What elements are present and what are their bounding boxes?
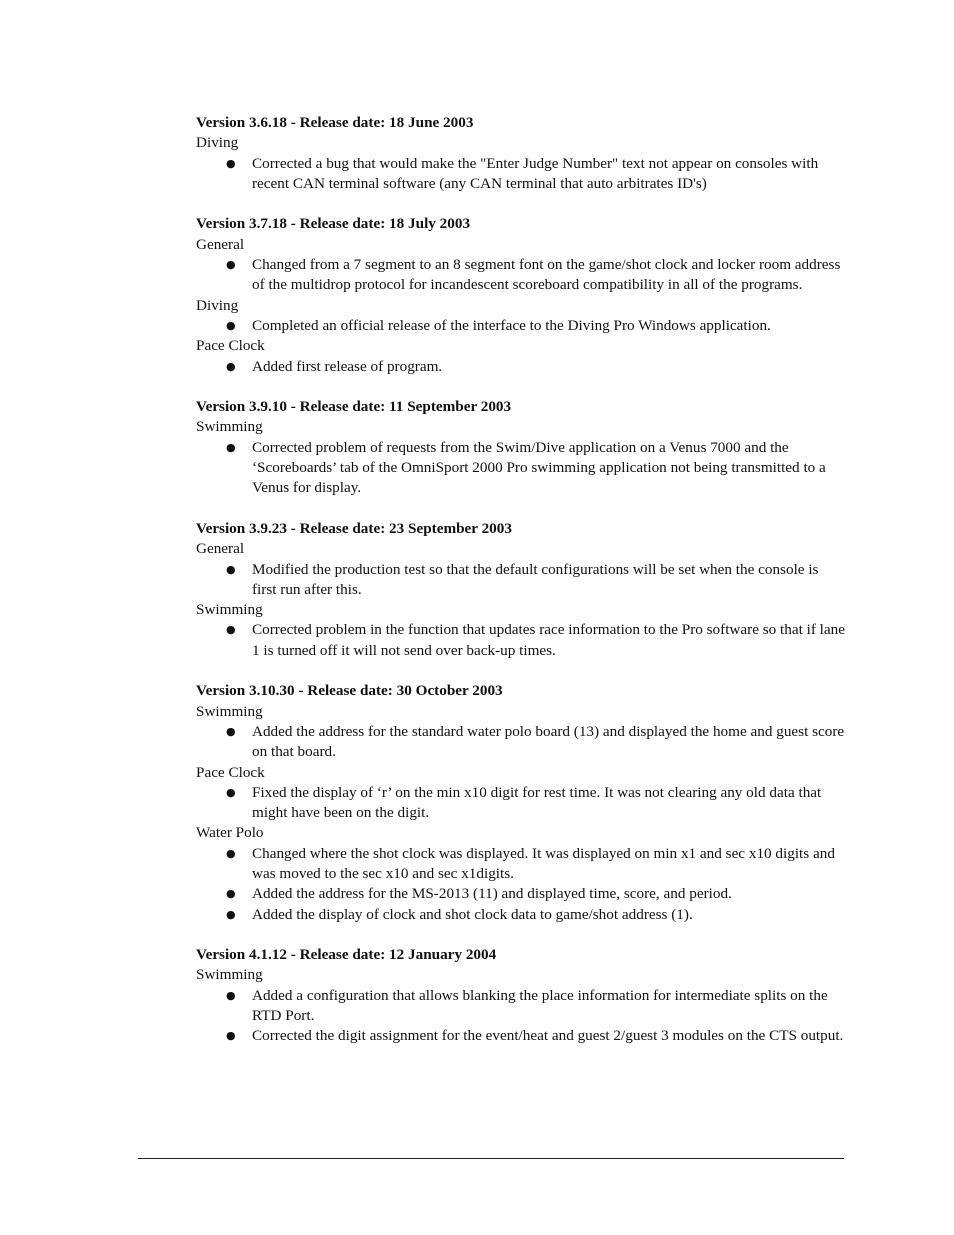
bullet-icon: ●	[226, 359, 236, 373]
change-list	[196, 560, 846, 601]
section-label: Diving	[196, 134, 239, 152]
section-label: General	[196, 540, 245, 558]
change-item-text: Changed from a 7 segment to an 8 segment font on the game/shot clock and locker room address of the multidrop protocol for incandescent scoreboard compatibility in all of the programs.	[252, 256, 841, 294]
version-heading: Version 4.1.12 - Release date: 12 January 2004	[196, 946, 497, 964]
change-item-text: Added the address for the standard water polo board (13) and displayed the home and guest score on that board.	[252, 722, 845, 761]
section-label: Swimming	[196, 601, 263, 619]
version-heading: Version 3.10.30 - Release date: 30 October 2003	[196, 682, 503, 700]
change-item-text: Corrected problem in the function that updates race information to the Pro software so that if lane 1 is turned off it will not send over back-up times.	[252, 621, 845, 659]
change-item	[196, 986, 846, 1027]
section-label: Swimming	[196, 418, 263, 436]
change-item-text: Corrected the digit assignment for the event/heat and guest 2/guest 3 modules on the CTS output.	[252, 1027, 844, 1045]
section-label: Swimming	[196, 702, 263, 720]
change-list	[196, 783, 846, 824]
bullet-icon: ●	[226, 258, 236, 272]
bullet-icon: ●	[226, 724, 236, 738]
version-heading: Version 3.9.23 - Release date: 23 September 2003	[196, 519, 512, 537]
change-list	[196, 844, 846, 925]
change-list	[196, 986, 846, 1047]
change-item	[196, 438, 846, 499]
change-item	[196, 357, 846, 377]
bullet-icon: ●	[226, 562, 236, 576]
change-item	[196, 316, 846, 336]
change-item-text: Completed an official release of the interface to the Diving Pro Windows application.	[252, 316, 771, 334]
change-item	[196, 783, 846, 824]
change-item	[196, 1026, 846, 1046]
change-list	[196, 620, 846, 661]
section-label: Pace Clock	[196, 337, 265, 355]
change-item	[196, 560, 846, 601]
release-notes	[196, 113, 846, 1067]
release-block	[196, 113, 846, 194]
change-item-text: Corrected a bug that would make the "Enter Judge Number" text not appear on consoles with recent CAN terminal software (any CAN terminal that auto arbitrates ID's)	[252, 154, 819, 192]
bullet-icon: ●	[226, 988, 236, 1002]
release-block	[196, 519, 846, 661]
bullet-icon: ●	[226, 440, 236, 454]
section-label: Water Polo	[196, 824, 264, 842]
change-item-text: Modified the production test so that the default configurations will be set when the console is first run after this.	[252, 560, 819, 598]
version-heading: Version 3.9.10 - Release date: 11 September 2003	[196, 398, 512, 416]
bullet-icon: ●	[226, 907, 236, 921]
change-list	[196, 154, 846, 195]
version-heading: Version 3.6.18 - Release date: 18 June 2003	[196, 114, 474, 131]
release-block	[196, 945, 846, 1046]
change-item	[196, 620, 846, 661]
bullet-icon: ●	[226, 846, 236, 860]
change-item	[196, 884, 846, 904]
change-item	[196, 905, 846, 925]
bullet-icon: ●	[226, 1029, 236, 1043]
bullet-icon: ●	[226, 887, 236, 901]
change-list	[196, 255, 846, 296]
change-item	[196, 722, 846, 763]
release-block	[196, 397, 846, 498]
section-label: Pace Clock	[196, 763, 265, 781]
release-block	[196, 681, 846, 925]
change-item-text: Changed where the shot clock was displayed. It was displayed on min x1 and sec x10 digits and was moved to the sec x10 and sec x1digits.	[252, 844, 835, 882]
section-label: General	[196, 235, 245, 253]
version-heading: Version 3.7.18 - Release date: 18 July 2003	[196, 215, 471, 233]
change-list	[196, 357, 846, 377]
change-list	[196, 438, 846, 499]
change-item-text: Corrected problem of requests from the Swim/Dive application on a Venus 7000 and the ‘Scoreboards’ tab of the OmniSport 2000 Pro swimming application not being transmitted to a Venus for display.	[252, 438, 826, 497]
change-item	[196, 154, 846, 195]
section-label: Diving	[196, 296, 239, 314]
change-item-text: Added the address for the MS-2013 (11) and displayed time, score, and period.	[252, 885, 732, 903]
bullet-icon: ●	[226, 318, 236, 332]
change-item-text: Added a configuration that allows blanking the place information for intermediate splits on the RTD Port.	[252, 986, 828, 1025]
change-item-text: Added first release of program.	[252, 357, 443, 375]
section-label: Swimming	[196, 966, 263, 984]
change-list	[196, 722, 846, 763]
bullet-icon: ●	[226, 623, 236, 637]
bullet-icon: ●	[226, 156, 236, 170]
change-item	[196, 255, 846, 296]
footer-rule	[138, 1158, 844, 1159]
bullet-icon: ●	[226, 785, 236, 799]
change-list	[196, 316, 846, 336]
change-item-text: Fixed the display of ‘r’ on the min x10 digit for rest time. It was not clearing any old data that might have been on the digit.	[252, 783, 822, 822]
change-item-text: Added the display of clock and shot clock data to game/shot address (1).	[252, 905, 693, 923]
change-item	[196, 844, 846, 885]
release-block	[196, 214, 846, 376]
